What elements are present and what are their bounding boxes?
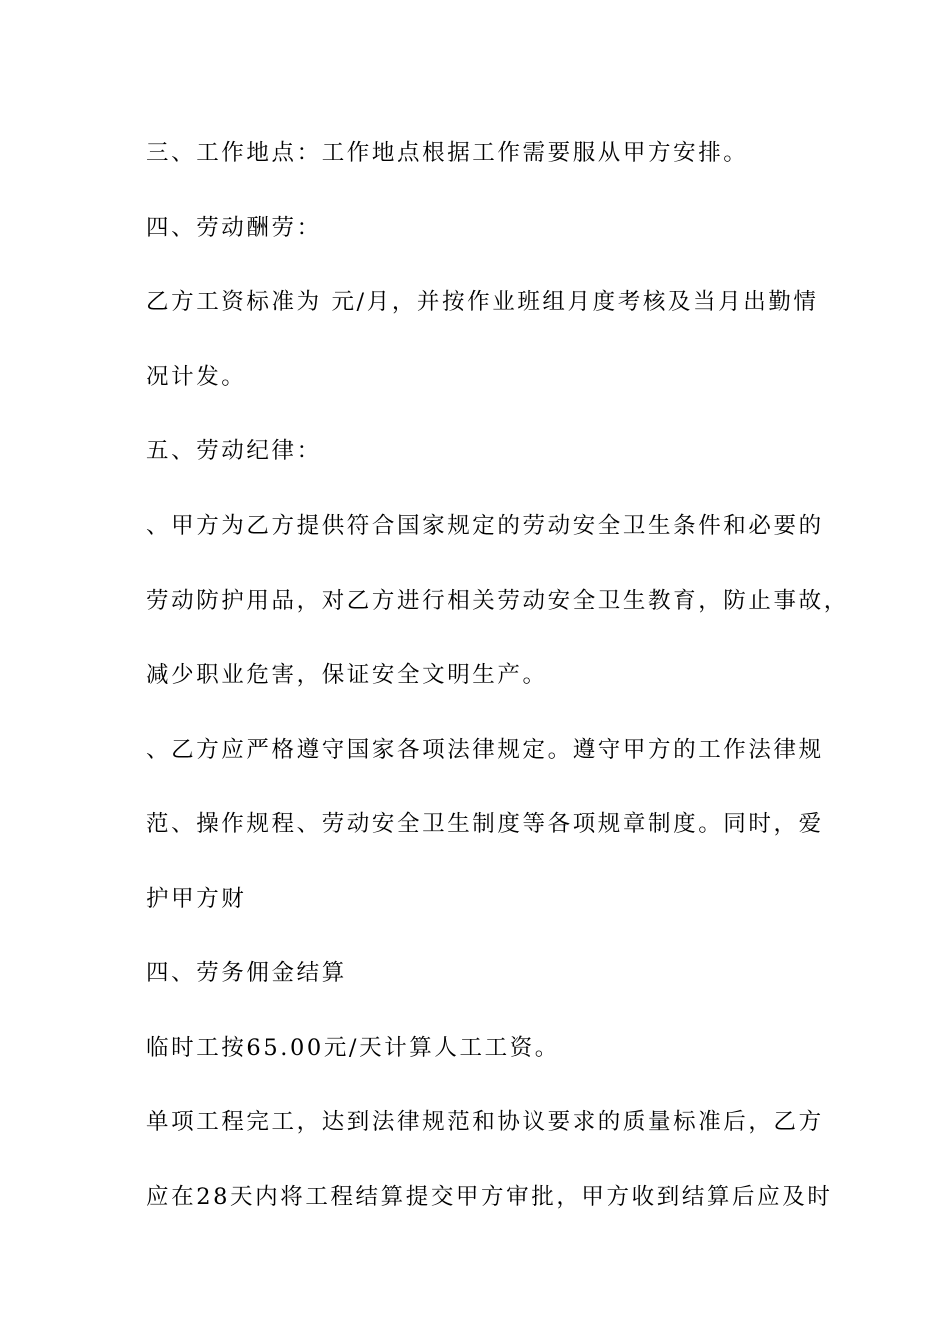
text-line: 单项工程完工，达到法律规范和协议要求的质量标准后，乙方 <box>146 1109 824 1135</box>
text-line: 临时工按65.00元/天计算人工工资。 <box>146 1035 560 1061</box>
text-line: 三、工作地点：工作地点根据工作需要服从甲方安排。 <box>146 140 749 166</box>
text-line: 护甲方财 <box>146 886 247 912</box>
text-line: 、乙方应严格遵守国家各项法律规定。遵守甲方的工作法律规 <box>146 737 824 763</box>
text-line: 况计发。 <box>146 364 247 390</box>
text-line: 四、劳动酬劳： <box>146 215 322 241</box>
text-line: 减少职业危害，保证安全文明生产。 <box>146 662 548 688</box>
text-line: 、甲方为乙方提供符合国家规定的劳动安全卫生条件和必要的 <box>146 513 824 539</box>
text-line: 范、操作规程、劳动安全卫生制度等各项规章制度。同时，爱 <box>146 811 824 837</box>
text-line: 五、劳动纪律： <box>146 438 322 464</box>
text-line: 应在28天内将工程结算提交甲方审批，甲方收到结算后应及时 <box>146 1184 833 1210</box>
text-line: 乙方工资标准为 元/月，并按作业班组月度考核及当月出勤情 <box>146 289 819 315</box>
text-line: 四、劳务佣金结算 <box>146 960 347 986</box>
text-line: 劳动防护用品，对乙方进行相关劳动安全卫生教育，防止事故， <box>146 588 849 614</box>
